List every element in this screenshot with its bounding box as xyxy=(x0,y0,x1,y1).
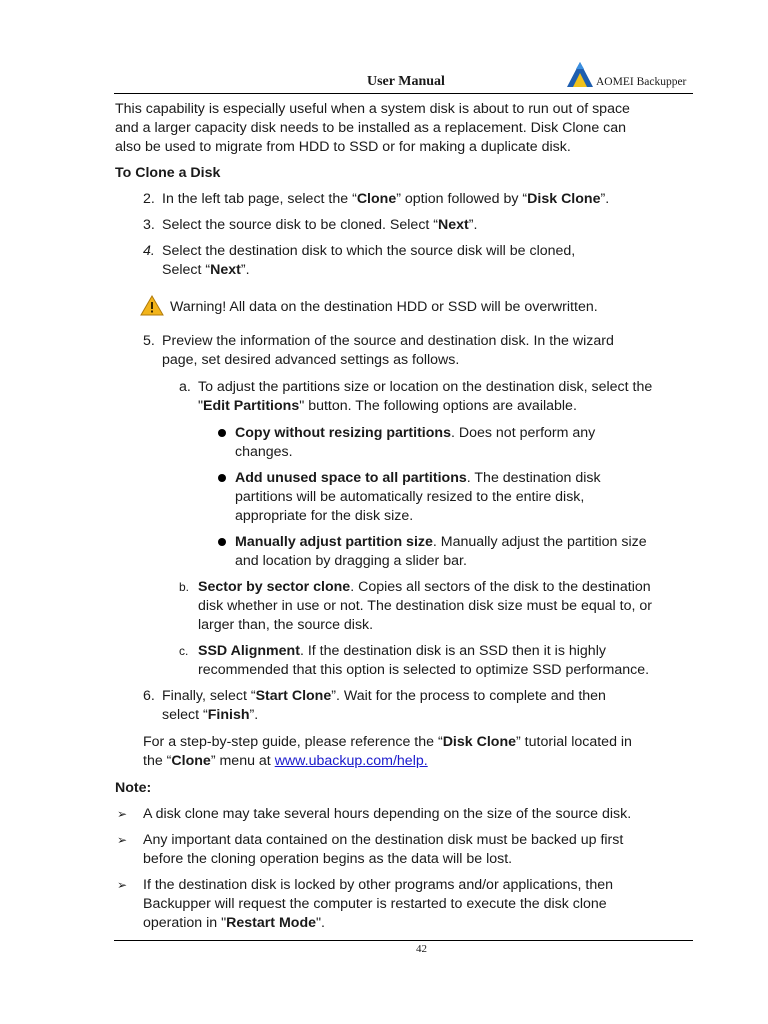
help-link[interactable]: www.ubackup.com/help. xyxy=(274,753,428,769)
option-1-line-2: changes. xyxy=(235,444,293,460)
step-6-line-1: Finally, select “Start Clone”. Wait for the process to complete and then xyxy=(162,688,606,704)
step-5c-line-2: recommended that this option is selected to optimize SSD performance. xyxy=(198,662,650,678)
footer-rule xyxy=(114,940,693,941)
step-2-text: In the left tab page, select the “Clone” option followed by “Disk Clone”. xyxy=(162,191,610,207)
aomei-logo-icon xyxy=(566,60,596,88)
step-3-number: 3. xyxy=(143,217,155,233)
warning-text: Warning! All data on the destination HDD or SSD will be overwritten. xyxy=(170,299,598,315)
option-3-line-2: and location by dragging a slider bar. xyxy=(235,553,467,569)
option-2-line-2: partitions will be automatically resized to the entire disk, xyxy=(235,489,585,505)
page-number: 42 xyxy=(416,943,427,955)
step-5b-line-1: Sector by sector clone. Copies all sectors of the disk to the destination xyxy=(198,579,651,595)
brand-name: AOMEI Backupper xyxy=(596,76,687,88)
step-6-number: 6. xyxy=(143,688,155,704)
note-heading: Note: xyxy=(115,780,152,796)
step-5b-line-2: disk whether in use or not. The destination disk size must be equal to, or xyxy=(198,598,652,614)
intro-line-3: also be used to migrate from HDD to SSD or for making a duplicate disk. xyxy=(115,139,571,155)
option-3-line-1: Manually adjust partition size. Manually adjust the partition size xyxy=(235,534,647,550)
header-rule xyxy=(114,93,693,94)
section-heading: To Clone a Disk xyxy=(115,165,221,181)
intro-line-2: and a larger capacity disk needs to be installed as a replacement. Disk Clone can xyxy=(115,120,627,136)
option-2-line-3: appropriate for the disk size. xyxy=(235,508,414,524)
step-4-line-1: Select the destination disk to which the source disk will be cloned, xyxy=(162,243,576,259)
step-5b-label: b. xyxy=(179,580,190,594)
note-2-line-1: Any important data contained on the destination disk must be backed up first xyxy=(143,832,624,848)
step-6-line-2: select “Finish”. xyxy=(162,707,259,723)
step-5-line-2: page, set desired advanced settings as follows. xyxy=(162,352,460,368)
step-2-number: 2. xyxy=(143,191,155,207)
header-title: User Manual xyxy=(367,74,445,89)
intro-line-1: This capability is especially useful when a system disk is about to run out of space xyxy=(115,101,630,117)
step-5c-label: c. xyxy=(179,644,189,658)
bullet-dot xyxy=(218,538,226,546)
note-1-text: A disk clone may take several hours depending on the size of the source disk. xyxy=(143,806,632,822)
warning-icon xyxy=(140,295,164,316)
note-3-line-1: If the destination disk is locked by other programs and/or applications, then xyxy=(143,877,614,893)
guide-line-2: the “Clone” menu at www.ubackup.com/help. xyxy=(143,753,428,769)
note-3-line-3: operation in "Restart Mode". xyxy=(143,915,325,931)
step-5-line-1: Preview the information of the source and destination disk. In the wizard xyxy=(162,333,614,349)
step-5a-label: a. xyxy=(179,379,191,395)
step-4-number: 4. xyxy=(143,243,155,259)
brand-logo xyxy=(566,60,694,90)
step-5-number: 5. xyxy=(143,333,155,349)
step-5a-line-2: "Edit Partitions" button. The following options are available. xyxy=(198,398,577,414)
step-3-text: Select the source disk to be cloned. Select “Next”. xyxy=(162,217,478,233)
arrow-bullet-icon: ➢ xyxy=(117,833,128,847)
arrow-bullet-icon: ➢ xyxy=(117,807,128,821)
note-2-line-2: before the cloning operation begins as the data will be lost. xyxy=(143,851,513,867)
step-5b-line-3: larger than, the source disk. xyxy=(198,617,374,633)
option-2-line-1: Add unused space to all partitions. The destination disk xyxy=(235,470,601,486)
step-5c-line-1: SSD Alignment. If the destination disk is an SSD then it is highly xyxy=(198,643,606,659)
note-3-line-2: Backupper will request the computer is restarted to execute the disk clone xyxy=(143,896,607,912)
arrow-bullet-icon: ➢ xyxy=(117,878,128,892)
guide-line-1: For a step-by-step guide, please reference the “Disk Clone” tutorial located in xyxy=(143,734,632,750)
bullet-dot xyxy=(218,429,226,437)
step-5a-line-1: To adjust the partitions size or location on the destination disk, select the xyxy=(198,379,653,395)
step-4-line-2: Select “Next”. xyxy=(162,262,250,278)
option-1-line-1: Copy without resizing partitions. Does not perform any xyxy=(235,425,596,441)
bullet-dot xyxy=(218,474,226,482)
